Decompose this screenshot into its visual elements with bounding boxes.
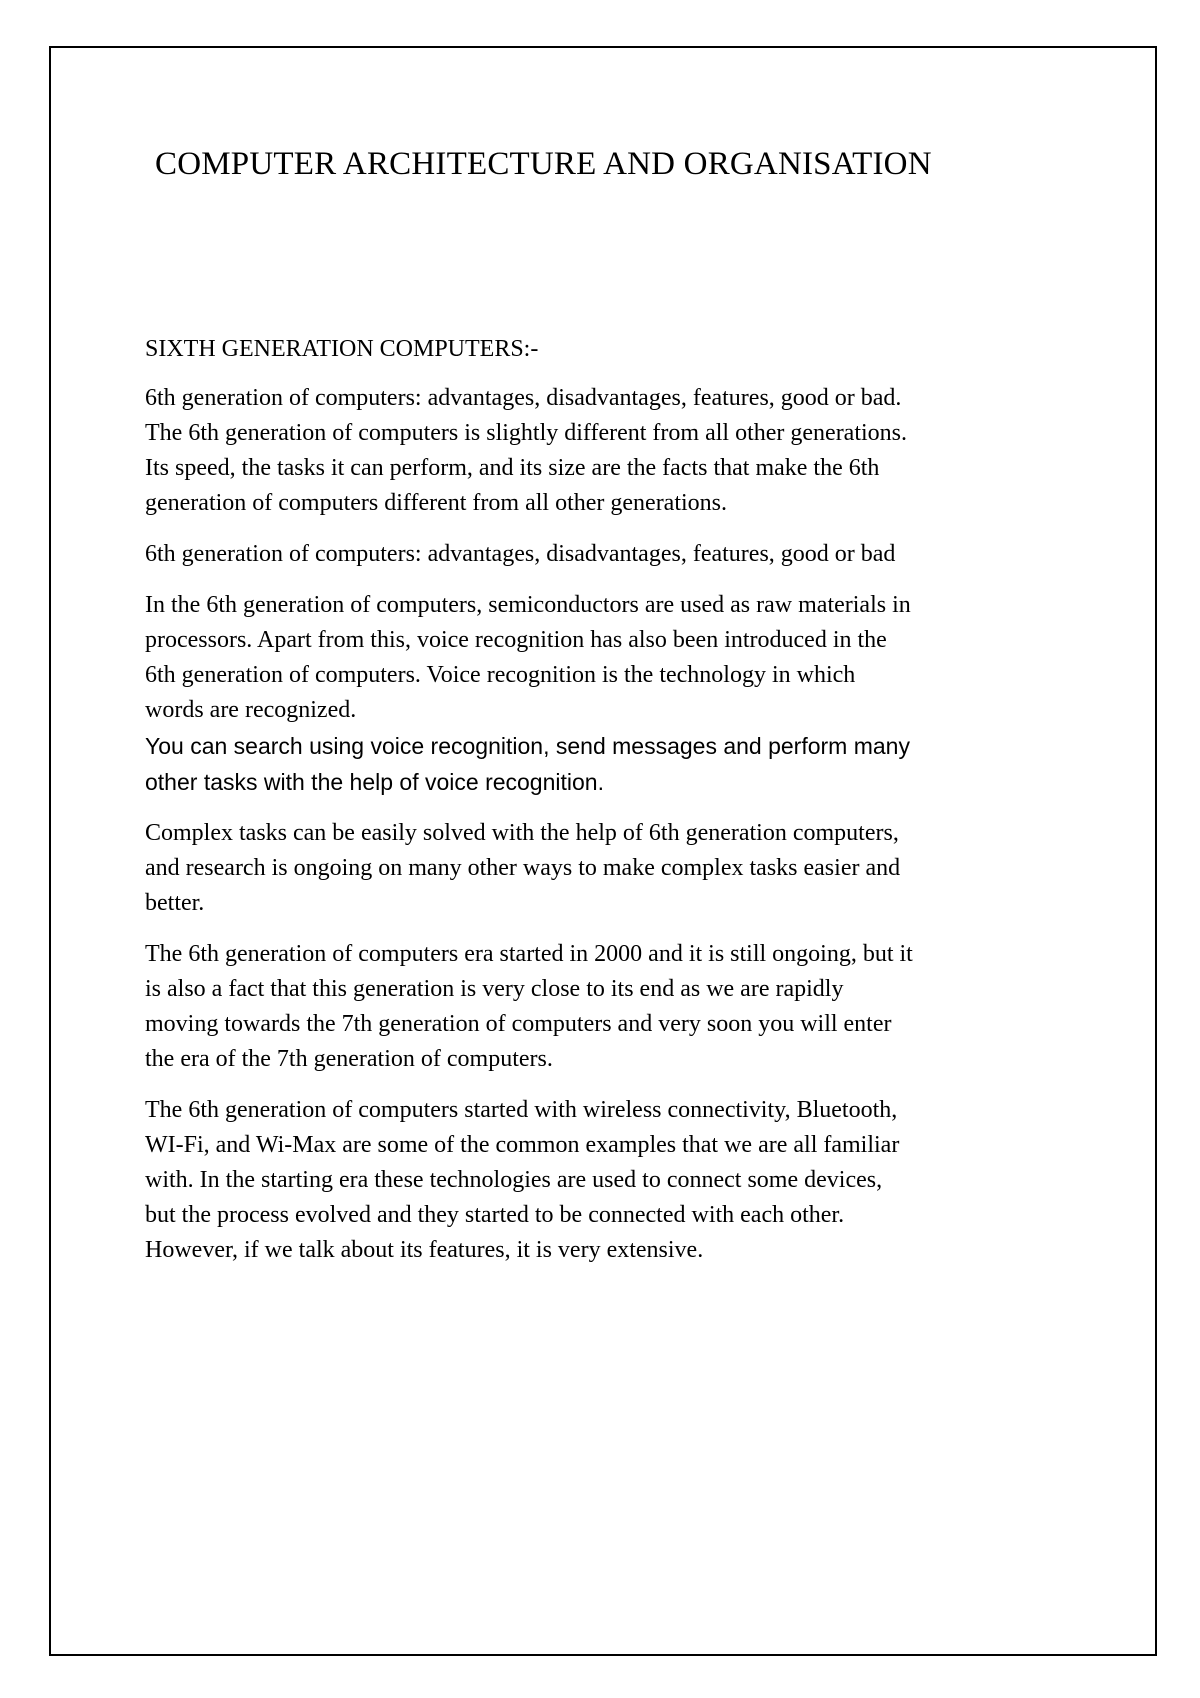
paragraph-wireless: The 6th generation of computers started with wireless connectivity, Bluetooth, WI-Fi, and Wi-Max are some of the common examples that we are all familiar with. In the starting era these technologies are used to connect some devices, but the process evolved and they started to be connected with each other. However, if we talk about its features, it is very extensive. [145, 1097, 900, 1263]
document-title: COMPUTER ARCHITECTURE AND ORGANISATION [155, 146, 932, 182]
section-heading: SIXTH GENERATION COMPUTERS:- [145, 336, 539, 362]
paragraph-semiconductors: In the 6th generation of computers, semiconductors are used as raw materials in processors. Apart from this, voice recognition has also been introduced in the 6th generation of computers. Voice recognition is the technology in which words are recognized. [145, 592, 911, 723]
paragraph-complex-tasks: Complex tasks can be easily solved with the help of 6th generation computers, and research is ongoing on many other ways to make complex tasks easier and better. [145, 820, 901, 916]
paragraph-era: The 6th generation of computers era started in 2000 and it is still ongoing, but it is also a fact that this generation is very close to its end as we are rapidly moving towards the 7th generation of computers and very soon you will enter the era of the 7th generation of computers. [145, 941, 913, 1072]
document-body [145, 332, 1065, 1284]
paragraph-intro: 6th generation of computers: advantages, disadvantages, features, good or bad. The 6th generation of computers is slightly different from all other generations. Its speed, the tasks it can perform, and its size are the facts that make the 6th generation of computers different from all other generations. [145, 385, 908, 516]
paragraph-subheading: 6th generation of computers: advantages, disadvantages, features, good or bad [145, 541, 896, 567]
paragraph-voice-recognition: You can search using voice recognition, send messages and perform many other tasks with the help of voice recognition. [145, 733, 910, 795]
